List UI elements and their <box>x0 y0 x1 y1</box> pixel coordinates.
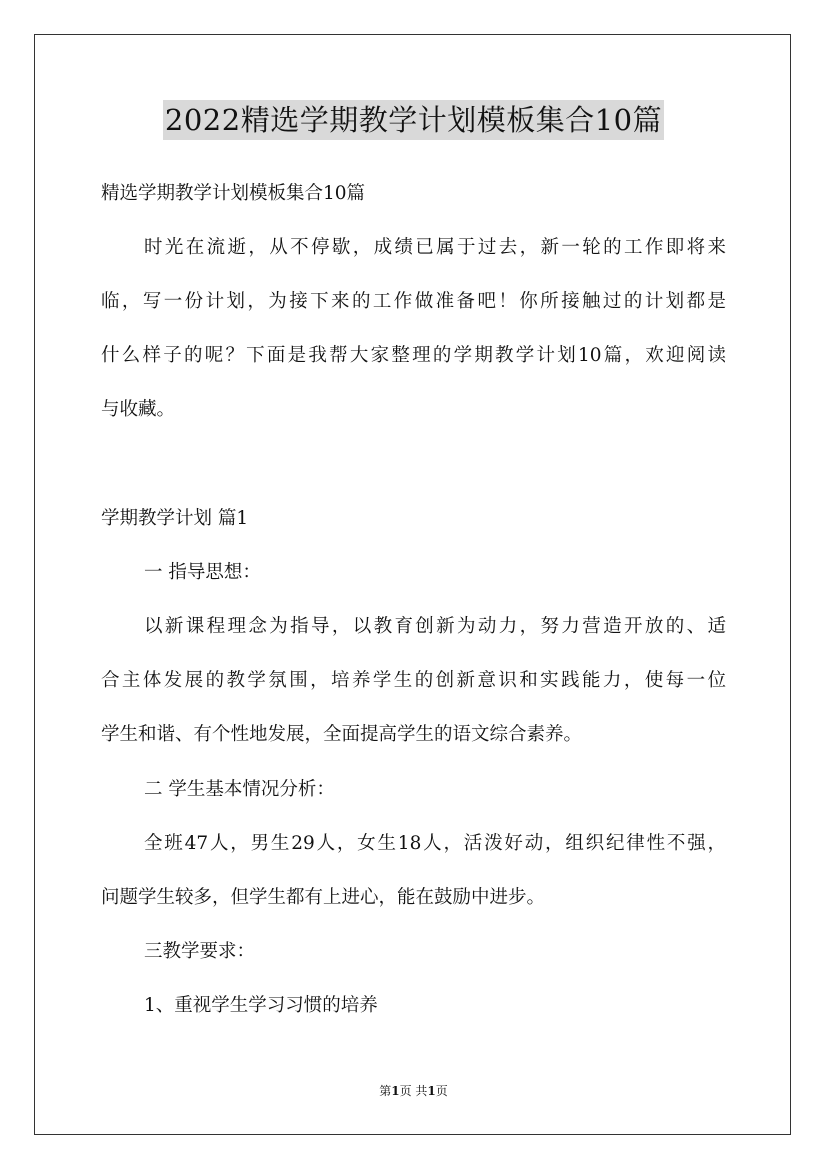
requirements-heading: 三教学要求： <box>144 941 256 962</box>
intro-line-1: 时光在流逝，从不停歇，成绩已属于过去，新一轮的工作即将来 <box>144 237 726 258</box>
guiding-heading: 一 指导思想： <box>144 562 261 583</box>
requirement-item-1: 1、重视学生学习习惯的培养 <box>144 995 378 1016</box>
intro-line-4: 与收藏。 <box>101 399 176 420</box>
document-title-block <box>0 100 827 140</box>
section-heading: 学期教学计划 篇1 <box>101 508 249 529</box>
intro-line-2: 临，写一份计划，为接下来的工作做准备吧！你所接触过的计划都是 <box>101 291 726 312</box>
footer-page-mid: 页 共 <box>399 1084 428 1098</box>
footer-page-current: 1 <box>391 1084 400 1098</box>
document-subtitle: 精选学期教学计划模板集合10篇 <box>101 183 366 204</box>
guiding-line-3: 学生和谐、有个性地发展，全面提高学生的语文综合素养。 <box>101 724 583 745</box>
page-number-footer <box>0 1083 827 1099</box>
analysis-line-2: 问题学生较多，但学生都有上进心，能在鼓励中进步。 <box>101 887 546 908</box>
analysis-line-1: 全班47人，男生29人，女生18人，活泼好动，组织纪律性不强， <box>144 833 726 854</box>
guiding-line-1: 以新课程理念为指导，以教育创新为动力，努力营造开放的、适 <box>144 616 726 637</box>
footer-page-suffix: 页 <box>435 1084 448 1098</box>
footer-page-prefix: 第 <box>379 1084 392 1098</box>
document-title: 2022精选学期教学计划模板集合10篇 <box>163 100 664 140</box>
footer-page-total: 1 <box>427 1084 436 1098</box>
analysis-heading: 二 学生基本情况分析： <box>144 779 335 800</box>
guiding-line-2: 合主体发展的教学氛围，培养学生的创新意识和实践能力，使每一位 <box>101 670 726 691</box>
intro-line-3: 什么样子的呢？下面是我帮大家整理的学期教学计划10篇，欢迎阅读 <box>101 345 726 366</box>
